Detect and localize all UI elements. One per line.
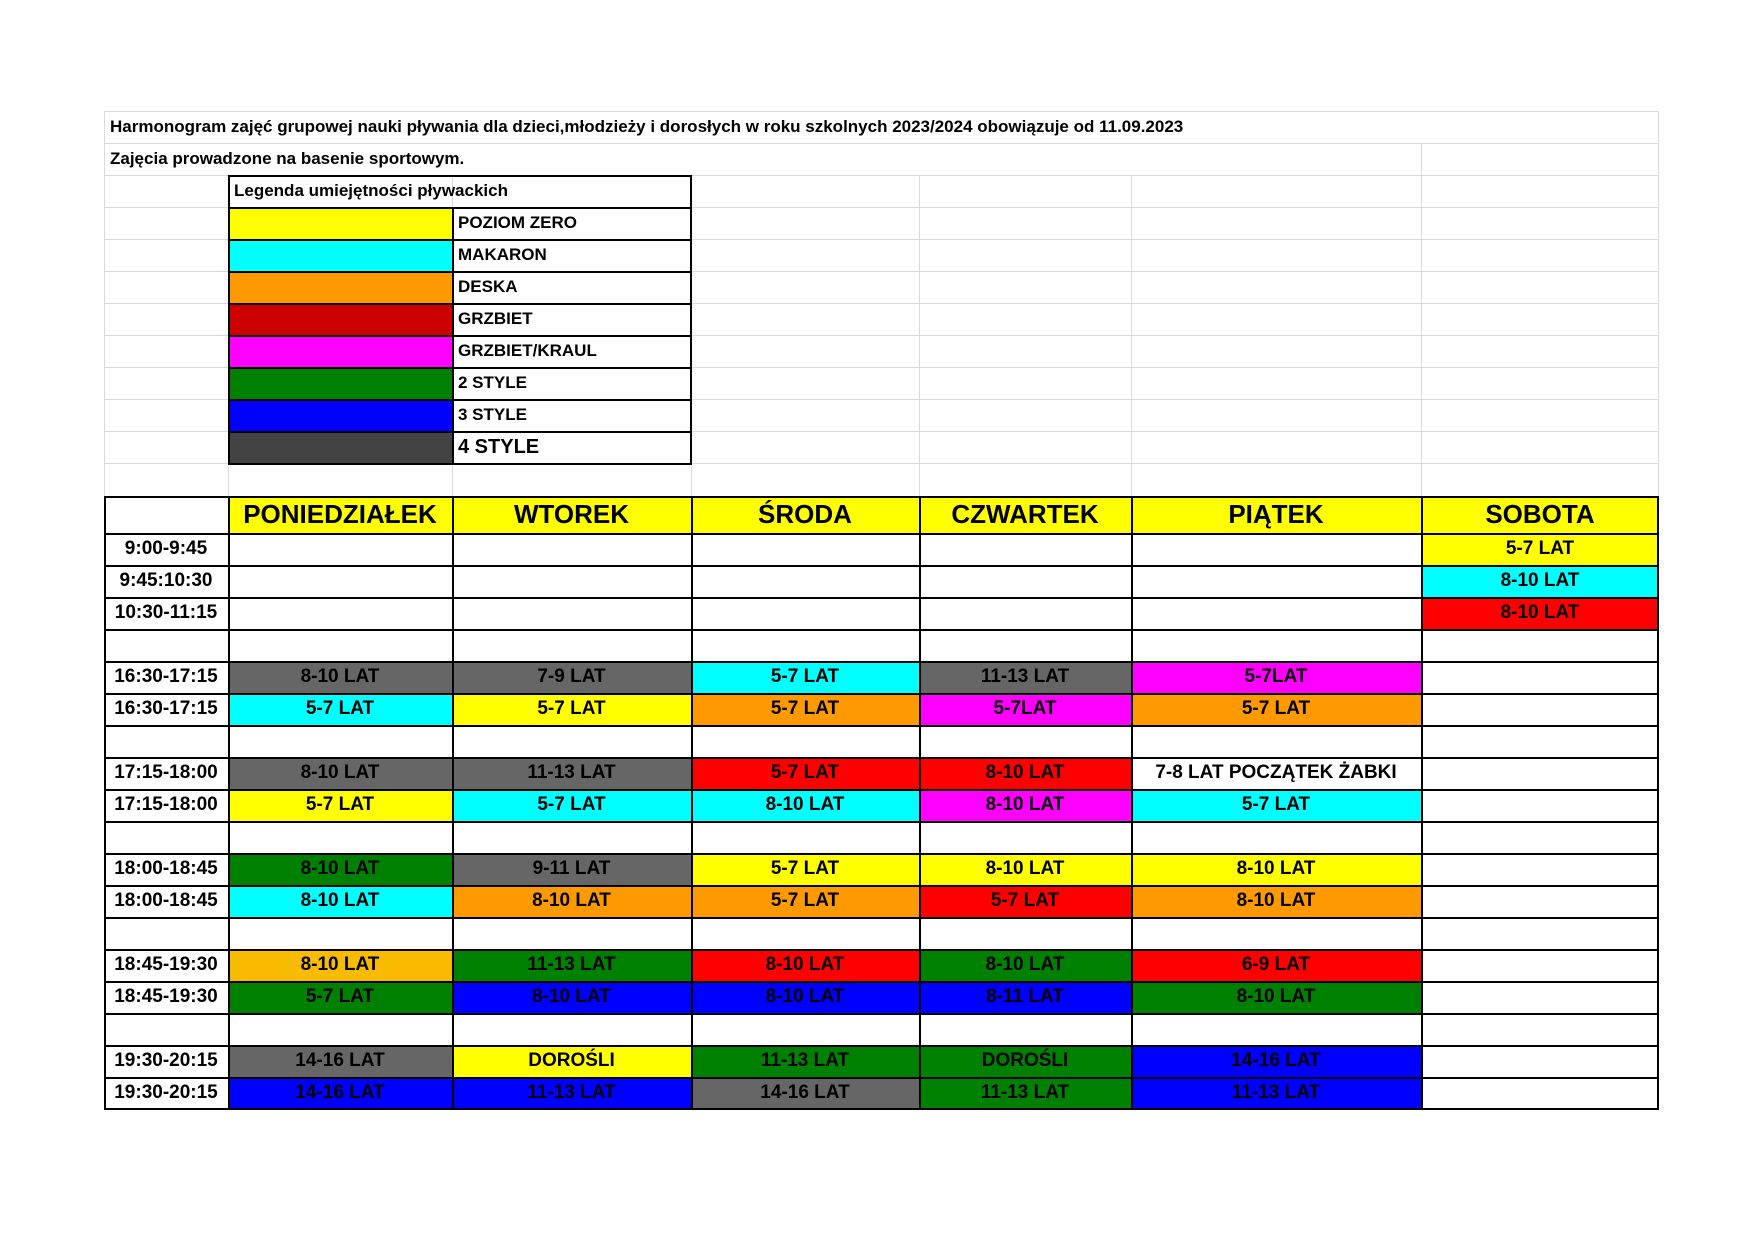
legend-label: DESKA xyxy=(458,277,518,296)
class-slot: 8-11 LAT xyxy=(919,981,1131,1013)
class-slot: DOROŚLI xyxy=(919,1045,1131,1077)
class-slot xyxy=(1421,853,1659,885)
legend-border xyxy=(228,431,691,433)
class-slot xyxy=(452,565,691,597)
legend-swatch xyxy=(228,271,452,303)
table-border xyxy=(104,725,1659,727)
class-slot xyxy=(228,533,452,565)
class-slot: 5-7 LAT xyxy=(1131,789,1421,821)
table-border xyxy=(104,981,1659,983)
class-slot: 14-16 LAT xyxy=(1131,1045,1421,1077)
class-slot xyxy=(1421,725,1659,757)
time-cell xyxy=(104,821,228,853)
table-border xyxy=(452,496,454,1110)
class-slot xyxy=(691,533,919,565)
time-cell xyxy=(104,917,228,949)
legend-swatch xyxy=(228,239,452,271)
class-slot: 5-7 LAT xyxy=(691,853,919,885)
class-slot xyxy=(228,917,452,949)
table-border xyxy=(228,496,230,1110)
gridline xyxy=(1421,143,1422,496)
class-slot xyxy=(691,597,919,629)
legend-border xyxy=(228,367,691,369)
class-slot xyxy=(1131,629,1421,661)
time-cell: 9:45:10:30 xyxy=(119,570,213,591)
table-border xyxy=(1421,496,1423,1110)
legend-label: 3 STYLE xyxy=(458,405,527,424)
class-slot: 8-10 LAT xyxy=(228,949,452,981)
class-slot xyxy=(691,565,919,597)
schedule-subtitle: Zajęcia prowadzone na basenie sportowym. xyxy=(110,149,465,168)
class-slot: 5-7 LAT xyxy=(228,981,452,1013)
class-slot xyxy=(919,533,1131,565)
class-slot xyxy=(1421,885,1659,917)
day-header-1: PONIEDZIAŁEK xyxy=(228,496,452,533)
time-cell: 19:30-20:15 xyxy=(114,1082,218,1103)
class-slot: 8-10 LAT xyxy=(691,949,919,981)
legend-label: 4 STYLE xyxy=(458,435,540,458)
class-slot xyxy=(919,917,1131,949)
class-slot: 8-10 LAT xyxy=(919,757,1131,789)
legend-swatch xyxy=(228,303,452,335)
time-cell: 17:15-18:00 xyxy=(114,762,218,783)
table-border xyxy=(104,949,1659,951)
day-header-3: ŚRODA xyxy=(691,496,919,533)
legend-swatch xyxy=(228,367,452,399)
table-border xyxy=(104,1013,1659,1015)
legend-border xyxy=(228,303,691,305)
table-border xyxy=(104,629,1659,631)
class-slot xyxy=(1131,821,1421,853)
legend-border xyxy=(228,207,691,209)
class-slot: 8-10 LAT xyxy=(228,661,452,693)
class-slot: 8-10 LAT xyxy=(452,885,691,917)
class-slot xyxy=(228,597,452,629)
class-slot: 5-7 LAT xyxy=(919,885,1131,917)
class-slot: 5-7 LAT xyxy=(1131,693,1421,725)
table-border xyxy=(104,1045,1659,1047)
class-slot: 7-8 LAT POCZĄTEK ŻABKI xyxy=(1131,757,1421,789)
day-header-4: CZWARTEK xyxy=(919,496,1131,533)
class-slot xyxy=(691,917,919,949)
time-cell: 17:15-18:00 xyxy=(114,794,218,815)
class-slot xyxy=(452,1013,691,1045)
class-slot: 5-7 LAT xyxy=(228,693,452,725)
spreadsheet-page xyxy=(104,111,1659,1110)
gridline xyxy=(1131,175,1132,496)
class-slot: 5-7 LAT xyxy=(1421,533,1659,565)
class-slot xyxy=(452,597,691,629)
legend-label: GRZBIET xyxy=(458,309,533,328)
table-border xyxy=(104,693,1659,695)
class-slot: 8-10 LAT xyxy=(228,757,452,789)
class-slot xyxy=(228,629,452,661)
class-slot xyxy=(228,821,452,853)
class-slot xyxy=(1131,533,1421,565)
class-slot: 8-10 LAT xyxy=(1131,853,1421,885)
class-slot: 14-16 LAT xyxy=(691,1077,919,1109)
legend-label: 2 STYLE xyxy=(458,373,527,392)
class-slot: 9-11 LAT xyxy=(452,853,691,885)
class-slot xyxy=(1421,1045,1659,1077)
table-border xyxy=(104,597,1659,599)
legend-border xyxy=(228,175,230,465)
class-slot xyxy=(919,725,1131,757)
class-slot: 8-10 LAT xyxy=(228,885,452,917)
table-border xyxy=(104,533,1659,535)
table-border xyxy=(104,789,1659,791)
legend-border xyxy=(690,175,692,465)
time-cell: 16:30-17:15 xyxy=(114,666,218,687)
class-slot xyxy=(919,565,1131,597)
legend-swatch xyxy=(228,335,452,367)
class-slot: 5-7 LAT xyxy=(452,789,691,821)
class-slot xyxy=(228,725,452,757)
class-slot xyxy=(228,1013,452,1045)
class-slot: 8-10 LAT xyxy=(1421,565,1659,597)
class-slot xyxy=(1131,597,1421,629)
class-slot: 8-10 LAT xyxy=(691,789,919,821)
class-slot: 8-10 LAT xyxy=(228,853,452,885)
schedule-title: Harmonogram zajęć grupowej nauki pływania dla dzieci,młodzieży i dorosłych w roku szkolnych 2023/2024 obowiązuje od 11.09.2023 xyxy=(110,117,1184,136)
table-border xyxy=(919,496,921,1110)
class-slot xyxy=(919,597,1131,629)
class-slot: 11-13 LAT xyxy=(452,757,691,789)
table-border xyxy=(104,1077,1659,1079)
class-slot xyxy=(919,1013,1131,1045)
day-header-2: WTOREK xyxy=(452,496,691,533)
class-slot: 11-13 LAT xyxy=(452,1077,691,1109)
table-border xyxy=(104,885,1659,887)
class-slot: 11-13 LAT xyxy=(1131,1077,1421,1109)
time-cell xyxy=(104,725,228,757)
class-slot xyxy=(1421,949,1659,981)
gridline xyxy=(919,175,920,496)
time-cell: 19:30-20:15 xyxy=(114,1050,218,1071)
legend-border xyxy=(228,335,691,337)
legend-label: POZIOM ZERO xyxy=(458,213,577,232)
table-border xyxy=(104,496,106,1110)
day-header-6: SOBOTA xyxy=(1421,496,1659,533)
class-slot xyxy=(452,533,691,565)
class-slot xyxy=(691,629,919,661)
class-slot: 11-13 LAT xyxy=(452,949,691,981)
table-border xyxy=(104,917,1659,919)
table-border xyxy=(1131,496,1133,1110)
class-slot: DOROŚLI xyxy=(452,1045,691,1077)
class-slot xyxy=(1421,789,1659,821)
table-border xyxy=(104,661,1659,663)
class-slot: 14-16 LAT xyxy=(228,1045,452,1077)
table-corner xyxy=(104,496,228,533)
class-slot: 8-10 LAT xyxy=(1131,981,1421,1013)
class-slot: 8-10 LAT xyxy=(919,789,1131,821)
class-slot xyxy=(452,917,691,949)
class-slot xyxy=(1131,565,1421,597)
class-slot xyxy=(228,565,452,597)
class-slot xyxy=(1421,661,1659,693)
class-slot: 14-16 LAT xyxy=(228,1077,452,1109)
class-slot xyxy=(1131,725,1421,757)
table-border xyxy=(104,757,1659,759)
class-slot: 8-10 LAT xyxy=(691,981,919,1013)
class-slot xyxy=(1421,981,1659,1013)
time-cell: 16:30-17:15 xyxy=(114,698,218,719)
class-slot xyxy=(1421,693,1659,725)
class-slot: 11-13 LAT xyxy=(919,661,1131,693)
time-cell: 18:45-19:30 xyxy=(114,954,218,975)
class-slot: 5-7 LAT xyxy=(691,757,919,789)
class-slot xyxy=(691,725,919,757)
legend-swatch xyxy=(228,431,452,463)
table-border xyxy=(1657,496,1659,1110)
class-slot xyxy=(691,1013,919,1045)
class-slot xyxy=(1421,917,1659,949)
legend-title: Legenda umiejętności pływackich xyxy=(234,181,508,200)
class-slot: 5-7 LAT xyxy=(228,789,452,821)
class-slot xyxy=(1421,1013,1659,1045)
time-cell: 9:00-9:45 xyxy=(124,538,208,559)
class-slot xyxy=(1131,1013,1421,1045)
class-slot xyxy=(1421,757,1659,789)
class-slot: 11-13 LAT xyxy=(691,1045,919,1077)
class-slot xyxy=(919,821,1131,853)
class-slot: 8-10 LAT xyxy=(452,981,691,1013)
class-slot xyxy=(1131,917,1421,949)
legend-border xyxy=(452,207,454,463)
class-slot xyxy=(691,821,919,853)
class-slot: 5-7LAT xyxy=(919,693,1131,725)
class-slot: 5-7 LAT xyxy=(452,693,691,725)
time-cell: 18:00-18:45 xyxy=(114,858,218,879)
class-slot xyxy=(452,821,691,853)
table-border xyxy=(691,496,693,1110)
day-header-5: PIĄTEK xyxy=(1131,496,1421,533)
table-border xyxy=(104,496,1659,498)
legend-label: MAKARON xyxy=(458,245,547,264)
time-cell: 18:00-18:45 xyxy=(114,890,218,911)
table-border xyxy=(104,565,1659,567)
class-slot: 5-7 LAT xyxy=(691,661,919,693)
class-slot: 11-13 LAT xyxy=(919,1077,1131,1109)
class-slot xyxy=(452,725,691,757)
class-slot xyxy=(1421,629,1659,661)
legend-border xyxy=(228,239,691,241)
class-slot: 8-10 LAT xyxy=(1131,885,1421,917)
time-cell xyxy=(104,1013,228,1045)
table-border xyxy=(104,1108,1659,1110)
time-cell: 10:30-11:15 xyxy=(114,602,218,623)
class-slot: 5-7 LAT xyxy=(691,885,919,917)
class-slot: 5-7 LAT xyxy=(691,693,919,725)
time-cell: 18:45-19:30 xyxy=(114,986,218,1007)
legend-border xyxy=(228,271,691,273)
legend-swatch xyxy=(228,399,452,431)
class-slot: 8-10 LAT xyxy=(919,949,1131,981)
class-slot xyxy=(452,629,691,661)
table-border xyxy=(104,821,1659,823)
class-slot xyxy=(1421,821,1659,853)
table-border xyxy=(104,853,1659,855)
class-slot: 8-10 LAT xyxy=(919,853,1131,885)
class-slot xyxy=(1421,1077,1659,1109)
time-cell xyxy=(104,629,228,661)
legend-label: GRZBIET/KRAUL xyxy=(458,341,597,360)
legend-swatch xyxy=(228,207,452,239)
class-slot: 8-10 LAT xyxy=(1421,597,1659,629)
legend-border xyxy=(228,463,691,465)
gridline xyxy=(1658,111,1659,496)
class-slot: 7-9 LAT xyxy=(452,661,691,693)
legend-border xyxy=(228,399,691,401)
class-slot: 6-9 LAT xyxy=(1131,949,1421,981)
class-slot xyxy=(919,629,1131,661)
legend-border xyxy=(228,175,691,177)
class-slot: 5-7LAT xyxy=(1131,661,1421,693)
